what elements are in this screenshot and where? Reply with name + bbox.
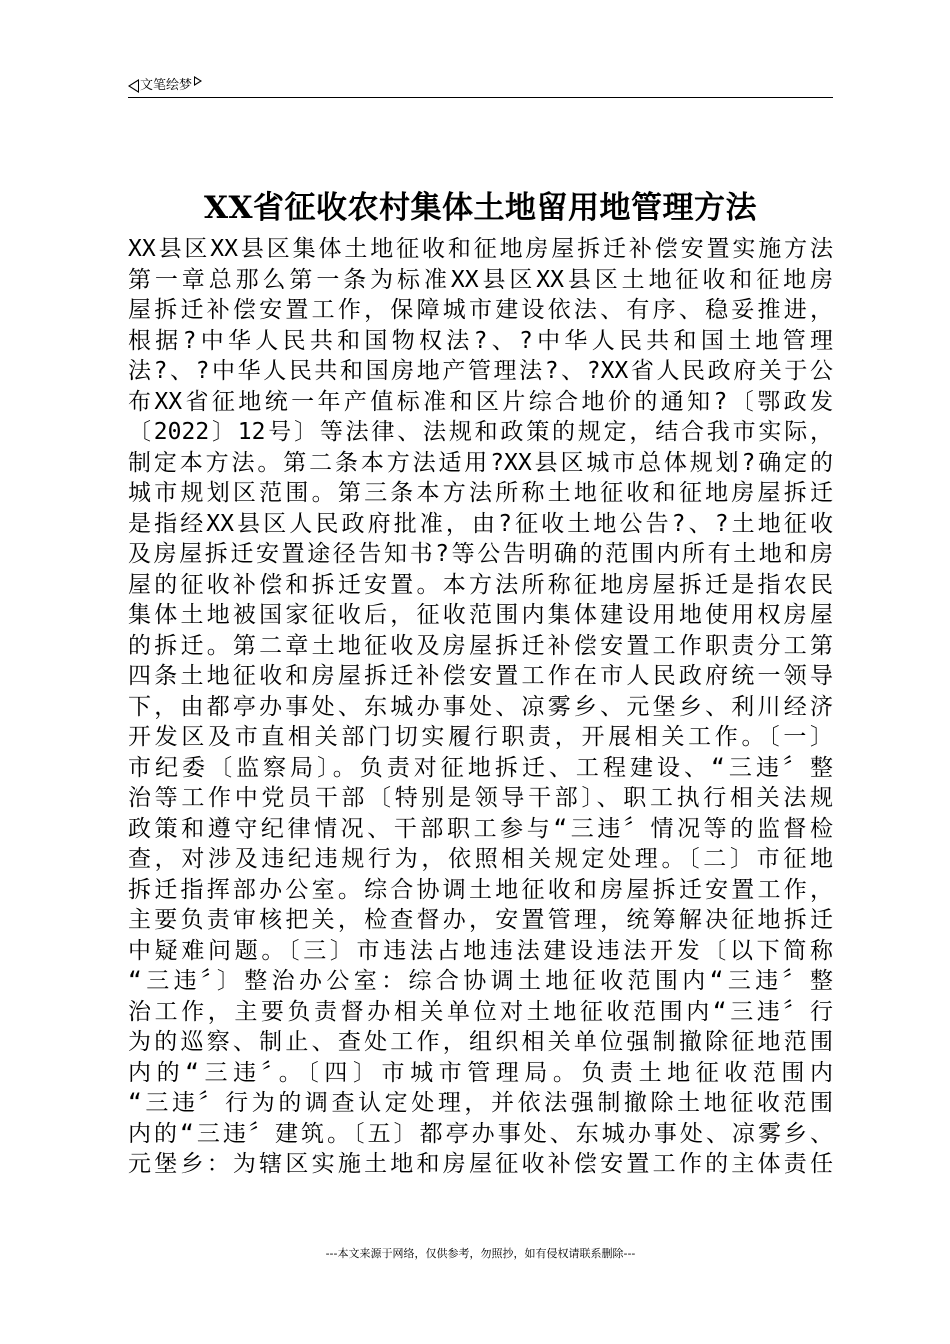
body-line: 屋拆迁补偿安置工作，保障城市建设依法、有序、稳妥推进，	[128, 297, 833, 323]
body-line: 是指经XX县区人民政府批准，由?征收土地公告?、?土地征收	[128, 510, 833, 537]
body-line: “三违〞〕整治办公室：综合协调土地征收范围内“三违〞整	[128, 968, 833, 994]
header-brand-text: 文笔绘梦	[140, 78, 193, 93]
body-line: 开发区及市直相关部门切实履行职责，开展相关工作。〔一〕	[128, 724, 833, 750]
body-line: 根据?中华人民共和国物权法?、?中华人民共和国土地管理	[128, 327, 833, 354]
body-line: 屋的征收补偿和拆迁安置。本方法所称征地房屋拆迁是指农民	[128, 571, 833, 598]
page-footer-note: ---本文来源于网络，仅供参考，勿照抄，如有侵权请联系删除---	[325, 1247, 636, 1260]
triangle-left-icon	[128, 79, 139, 93]
body-line: 拆迁指挥部办公室。综合协调土地征收和房屋拆迁安置工作，	[128, 876, 833, 903]
body-line: 市纪委〔监察局〕。负责对征地拆迁、工程建设、“三违〞整	[128, 754, 833, 781]
body-line: 第一章总那么第一条为标准XX县区XX县区土地征收和征地房	[128, 266, 833, 293]
body-line: 的拆迁。第二章土地征收及房屋拆迁补偿安置工作职责分工第	[128, 632, 833, 659]
body-line: 城市规划区范围。第三条本方法所称土地征收和征地房屋拆迁	[128, 480, 833, 506]
triangle-right-icon	[194, 76, 202, 86]
body-line: 政策和遵守纪律情况、干部职工参与“三违〞情况等的监督检	[128, 815, 833, 842]
body-line: 布XX省征地统一年产值标准和区片综合地价的通知?〔鄂政发	[128, 388, 833, 415]
body-line: 治等工作中党员干部〔特别是领导干部〕、职工执行相关法规	[128, 785, 833, 811]
body-line: 元堡乡：为辖区实施土地和房屋征收补偿安置工作的主体责任	[128, 1151, 833, 1177]
body-line: 制定本方法。第二条本方法适用?XX县区城市总体规划?确定的	[128, 449, 833, 476]
body-line: 中疑难问题。〔三〕市违法占地违法建设违法开发〔以下简称	[128, 937, 833, 964]
body-line: 下，由都亭办事处、东城办事处、凉雾乡、元堡乡、利川经济	[128, 693, 833, 720]
body-line: 主要负责审核把关，检查督办，安置管理，统筹解决征地拆迁	[128, 907, 833, 933]
body-line: “三违〞行为的调查认定处理，并依法强制撤除土地征收范围	[128, 1090, 833, 1116]
header-divider	[128, 97, 833, 98]
body-line: XX县区XX县区集体土地征收和征地房屋拆迁补偿安置实施方法	[128, 236, 833, 262]
body-line: 为的巡察、制止、查处工作，组织相关单位强制撤除征地范围	[128, 1029, 833, 1055]
body-line: 法?、?中华人民共和国房地产管理法?、?XX省人民政府关于公	[128, 358, 833, 384]
page-header	[128, 76, 202, 94]
body-line: 〔2022〕12号〕等法律、法规和政策的规定，结合我市实际，	[128, 419, 833, 445]
body-line: 内的“三违〞建筑。〔五〕都亭办事处、东城办事处、凉雾乡、	[128, 1120, 833, 1147]
body-line: 内的“三违〞。〔四〕市城市管理局。负责土地征收范围内	[128, 1059, 833, 1086]
body-line: 四条土地征收和房屋拆迁补偿安置工作在市人民政府统一领导	[128, 663, 833, 689]
body-line: 及房屋拆迁安置途径告知书?等公告明确的范围内所有土地和房	[128, 541, 833, 567]
document-title: XX省征收农村集体土地留用地管理方法	[203, 190, 758, 226]
body-line: 治工作，主要负责督办相关单位对土地征收范围内“三违〞行	[128, 998, 833, 1025]
body-line: 查，对涉及违纪违规行为，依照相关规定处理。〔二〕市征地	[128, 846, 833, 872]
document-body	[128, 234, 833, 1180]
body-line: 集体土地被国家征收后，征收范围内集体建设用地使用权房屋	[128, 602, 833, 628]
